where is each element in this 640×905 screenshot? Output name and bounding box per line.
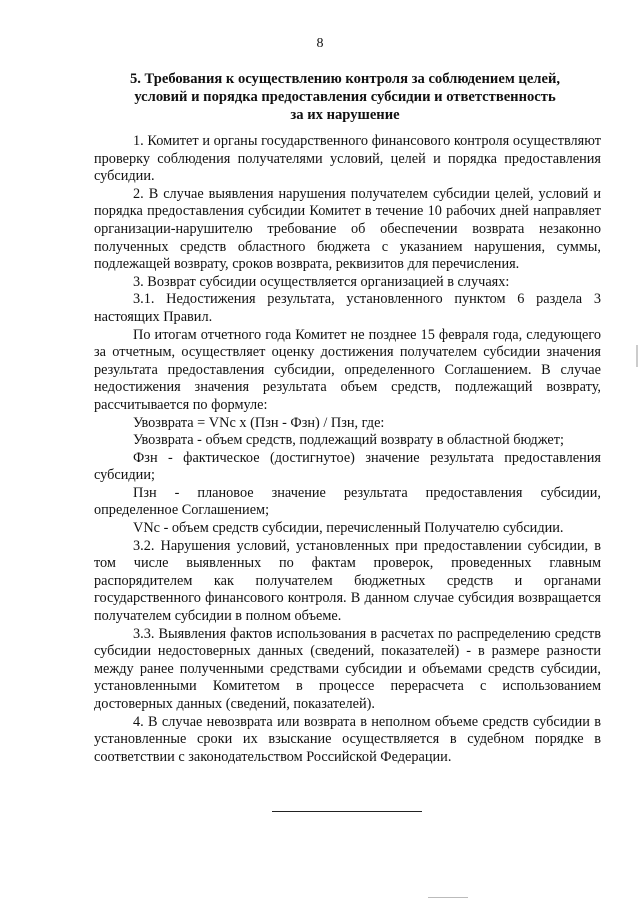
- formula-definition-return: Увозврата - объем средств, подлежащий возврату в областной бюджет;: [133, 432, 564, 449]
- paragraph-4: 4. В случае невозврата или возврата в неполном объеме средств субсидии в установленные сроки их взыскание осуществляется в судебном порядке в соответствии с законодательством Российской Федерации.: [94, 713, 601, 765]
- document-body: [94, 133, 601, 766]
- end-divider: [272, 811, 422, 812]
- paragraph-1: 1. Комитет и органы государственного финансового контроля осуществляют проверку соблюдения получателями условий, целей и порядка предоставления субсидии.: [94, 133, 601, 185]
- section-heading-line-3: за их нарушение: [290, 107, 400, 123]
- formula-definition-actual: Фзн - фактическое (достигнутое) значение результата предоставления субсидии;: [94, 449, 601, 484]
- formula-line: Увозврата = VNc х (Пзн - Фзн) / Пзн, где:: [133, 414, 385, 431]
- paragraph-3-3: 3.3. Выявления фактов использования в расчетах по распределению средств субсидии недостоверных данных (сведений, показателей) - в размере разности между ранее полученными средствами субсидии и объемами средств субсидии, установленными Комитетом в процессе перерасчета с использованием достоверных данных (сведений, показателей).: [94, 625, 601, 712]
- section-heading-line-1: 5. Требования к осуществлению контроля за соблюдением целей,: [129, 71, 561, 87]
- paragraph-2: 2. В случае выявления нарушения получателем субсидии целей, условий и порядка предоставления субсидии Комитет в течение 10 рабочих дней направляет организации-нарушителю требование об обеспечении возврата незаконно полученных средств областного бюджета с указанием нарушения, суммы, подлежащей возврату, сроков возврата, реквизитов для перечисления.: [94, 185, 601, 273]
- scan-corner-mark: [428, 897, 468, 898]
- section-heading: [110, 70, 580, 124]
- paragraph-3-1: 3.1. Недостижения результата, установленного пунктом 6 раздела 3 настоящих Правил.: [94, 291, 601, 325]
- scan-edge-mark: [636, 345, 638, 367]
- paragraph-3: 3. Возврат субсидии осуществляется организацией в случаях:: [133, 273, 510, 290]
- page-number: 8: [316, 36, 324, 51]
- formula-definition-volume: VNc - объем средств субсидии, перечисленный Получателю субсидии.: [133, 520, 564, 537]
- formula-definition-planned: Пзн - плановое значение результата предоставления субсидии, определенное Соглашением;: [94, 484, 601, 519]
- section-heading-line-2: условий и порядка предоставления субсидии и ответственность: [134, 89, 556, 105]
- paragraph-3-2: 3.2. Нарушения условий, установленных при предоставлении субсидии, в том числе выявленных по фактам проверок, проведенных главным распорядителем как получателем бюджетных средств и органами государственного финансового контроля. В данном случае субсидия возвращается получателем субсидии в полном объеме.: [94, 537, 601, 625]
- paragraph-assessment: По итогам отчетного года Комитет не позднее 15 февраля года, следующего за отчетным, осуществляет оценку достижения получателем субсидии значения результата предоставления субсидии, определенного Соглашением. В случае недостижения значения результата объем средств, подлежащий возврату, рассчитывается по формуле:: [94, 326, 601, 413]
